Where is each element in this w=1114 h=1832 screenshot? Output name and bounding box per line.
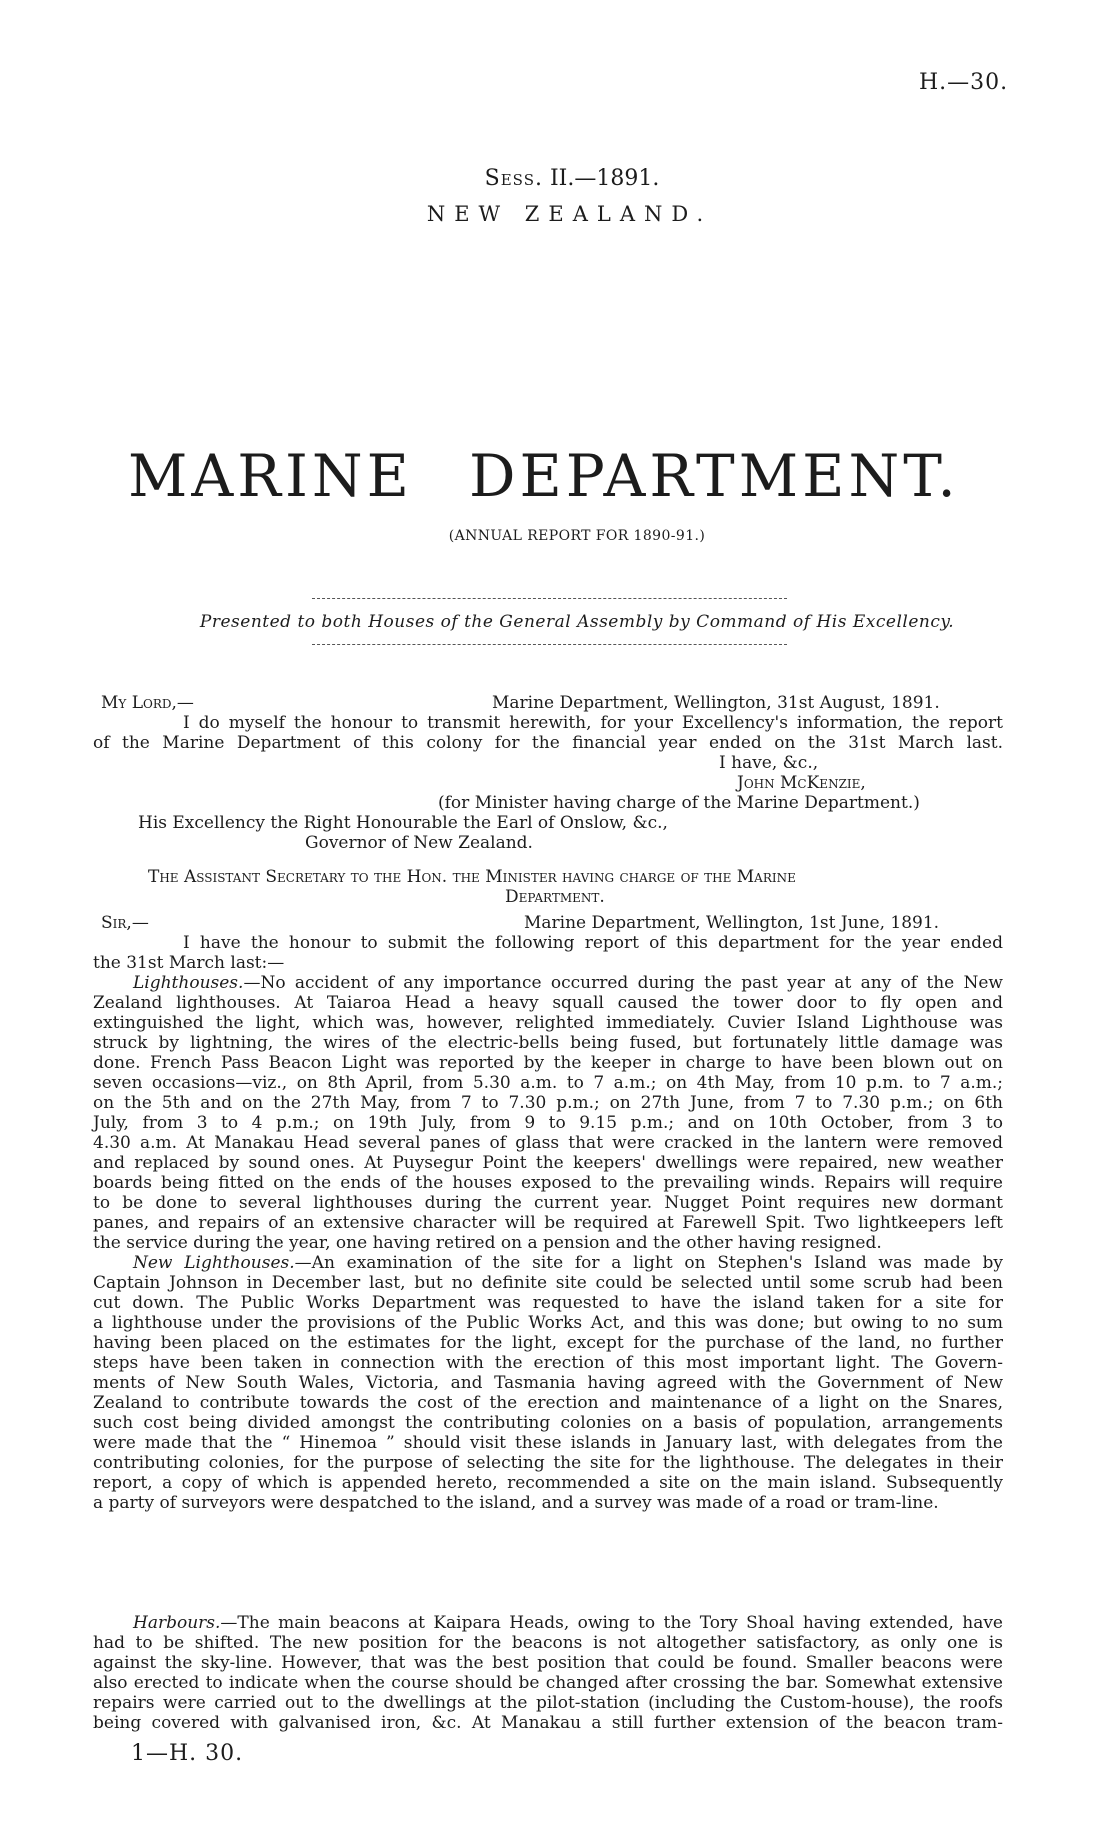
new-lighthouses-line: were made that the “ Hinemoa ” should visit these islands in January last, with delegates from the: [93, 1433, 1003, 1453]
letter1-dateline: Marine Department, Wellington, 31st August, 1891.: [492, 693, 940, 713]
divider-bottom: [312, 644, 787, 645]
letter1-signature: John McKenzie,: [737, 773, 866, 793]
session-line: [0, 166, 1114, 191]
document-reference: H.—30.: [919, 70, 1009, 95]
new-lighthouses-line: contributing colonies, for the purpose of selecting the site for the lighthouse. The delegates in their: [93, 1453, 1003, 1473]
lighthouses-line: extinguished the light, which was, however, relighted immediately. Cuvier Island Lighthouse was: [93, 1013, 1003, 1033]
harbours-line: against the sky-line. However, that was the best position that could be found. Smaller beacons were: [93, 1653, 1003, 1673]
lighthouses-line: 4.30 a.m. At Manakau Head several panes of glass that were cracked in the lantern were removed: [93, 1133, 1003, 1153]
letter2-heading-2: Department.: [505, 887, 605, 907]
letter2-heading-1: The Assistant Secretary to the Hon. the Minister having charge of the Marine: [148, 867, 796, 887]
lighthouses-line: on the 5th and on the 27th May, from 7 to 7.30 p.m.; on 27th June, from 7 to 7.30 p.m.; on 6th: [93, 1093, 1003, 1113]
divider-top: [312, 598, 787, 599]
letter1-salutation: My Lord,—: [101, 693, 194, 713]
new-lighthouses-line: report, a copy of which is appended hereto, recommended a site on the main island. Subsequently: [93, 1473, 1003, 1493]
letter2-intro-2: the 31st March last:—: [93, 953, 285, 973]
new-lighthouses-line: cut down. The Public Works Department was requested to have the island taken for a site for: [93, 1293, 1003, 1313]
country-heading: NEW ZEALAND.: [426, 202, 713, 226]
new-lighthouses-line-1: New Lighthouses.—An examination of the site for a light on Stephen's Island was made by: [133, 1253, 1004, 1273]
letter1-addressee-1: His Excellency the Right Honourable the Earl of Onslow, &c.,: [138, 813, 668, 833]
harbours-line-1: Harbours.—The main beacons at Kaipara Heads, owing to the Tory Shoal having extended, have: [133, 1613, 1003, 1633]
title-word-1: MARINE: [128, 442, 413, 510]
session-rest: II.—1891.: [542, 166, 660, 191]
new-lighthouses-line: ments of New South Wales, Victoria, and Tasmania having agreed with the Government of New: [93, 1373, 1003, 1393]
new-lighthouses-line: Zealand to contribute towards the cost of the erection and maintenance of a light on the Snares,: [93, 1393, 1003, 1413]
letter2-intro-1: I have the honour to submit the following report of this department for the year ended: [183, 933, 1003, 953]
lighthouses-line-1: Lighthouses.—No accident of any importance occurred during the past year at any of the New: [133, 973, 1003, 993]
lighthouses-last-line: the service during the year, one having retired on a pension and the other having resigned.: [93, 1233, 882, 1253]
lighthouses-line: struck by lightning, the wires of the electric-bells being fused, but fortunately little damage was: [93, 1033, 1003, 1053]
lighthouses-line: July, from 3 to 4 p.m.; on 19th July, from 9 to 9.15 p.m.; and on 10th October, from 3 to: [93, 1113, 1003, 1133]
harbours-line: repairs were carried out to the dwellings at the pilot-station (including the Custom-house), the roofs: [93, 1693, 1003, 1713]
harbours-line: had to be shifted. The new position for the beacons is not altogether satisfactory, as only one is: [93, 1633, 1003, 1653]
lighthouses-line: to be done to several lighthouses during the current year. Nugget Point requires new dormant: [93, 1193, 1003, 1213]
letter2-salutation: Sir,—: [101, 913, 149, 933]
letter1-signature-role: (for Minister having charge of the Marine Department.): [438, 793, 920, 813]
page-footer-reference: 1—H. 30.: [131, 1741, 244, 1766]
harbours-line: being covered with galvanised iron, &c. At Manakau a still further extension of the beacon tram-: [93, 1713, 1003, 1733]
letter1-closing: I have, &c.,: [719, 753, 819, 773]
report-subtitle: (ANNUAL REPORT FOR 1890-91.): [448, 528, 706, 544]
new-lighthouses-line: a lighthouse under the provisions of the Public Works Act, and this was done; but owing to no sum: [93, 1313, 1003, 1333]
presented-line: Presented to both Houses of the General Assembly by Command of His Excellency.: [199, 612, 955, 632]
letter2-dateline: Marine Department, Wellington, 1st June, 1891.: [524, 913, 940, 933]
new-lighthouses-line: having been placed on the estimates for the light, except for the purchase of the land, no further: [93, 1333, 1003, 1353]
lighthouses-line: and replaced by sound ones. At Puysegur Point the keepers' dwellings were repaired, new weather: [93, 1153, 1003, 1173]
harbours-line: also erected to indicate when the course should be changed after crossing the bar. Somewhat extensive: [93, 1673, 1003, 1693]
lighthouses-line: seven occasions—viz., on 8th April, from 5.30 a.m. to 7 a.m.; on 4th May, from 10 p.m. to 7 a.m.;: [93, 1073, 1003, 1093]
new-lighthouses-line: steps have been taken in connection with the erection of this most important light. The Govern-: [93, 1353, 1003, 1373]
letter1-line-1: I do myself the honour to transmit herewith, for your Excellency's information, the report: [183, 713, 1003, 733]
new-lighthouses-last-line: a party of surveyors were despatched to the island, and a survey was made of a road or tram-line.: [93, 1493, 939, 1513]
letter1-line-2: of the Marine Department of this colony for the financial year ended on the 31st March last.: [93, 733, 1003, 753]
lighthouses-line: panes, and repairs of an extensive character will be required at Farewell Spit. Two lightkeepers left: [93, 1213, 1003, 1233]
new-lighthouses-line: such cost being divided amongst the contributing colonies on a basis of population, arrangements: [93, 1413, 1003, 1433]
new-lighthouses-line: Captain Johnson in December last, but no definite site could be selected until some scrub had been: [93, 1273, 1003, 1293]
letter1-addressee-2: Governor of New Zealand.: [305, 833, 533, 853]
lighthouses-line: boards being fitted on the ends of the houses exposed to the prevailing winds. Repairs will require: [93, 1173, 1003, 1193]
lighthouses-line: Zealand lighthouses. At Taiaroa Head a heavy squall caused the tower door to fly open and: [93, 993, 1003, 1013]
page-title: [128, 442, 988, 510]
session-word: Sess.: [484, 166, 543, 191]
lighthouses-line: done. French Pass Beacon Light was reported by the keeper in charge to have been blown out on: [93, 1053, 1003, 1073]
title-word-2: DEPARTMENT.: [468, 442, 960, 510]
